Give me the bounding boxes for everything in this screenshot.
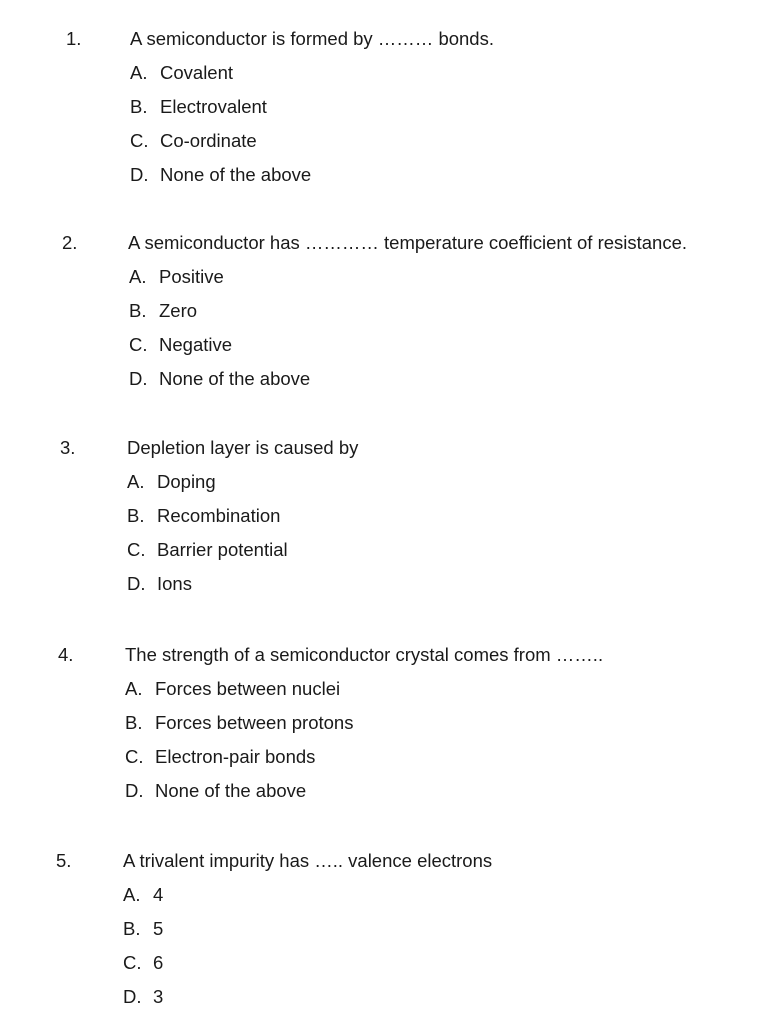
option-d: [127, 573, 192, 595]
option-letter: C.: [129, 334, 148, 355]
option-a: [130, 62, 233, 84]
option-d: [125, 780, 306, 802]
option-c: [129, 334, 232, 356]
option-letter: C.: [127, 539, 146, 560]
option-text: 5: [153, 918, 164, 939]
option-text: None of the above: [155, 780, 307, 801]
option-text: Positive: [159, 266, 224, 287]
question-number: 2.: [62, 232, 78, 253]
option-letter: C.: [125, 746, 144, 767]
option-letter: B.: [127, 505, 145, 526]
option-c: [125, 746, 315, 768]
option-letter: A.: [123, 884, 141, 905]
option-text: 4: [153, 884, 164, 905]
option-b: [125, 712, 353, 734]
option-text: Forces between protons: [155, 712, 354, 733]
option-b: [123, 918, 163, 940]
option-text: Co-ordinate: [160, 130, 257, 151]
option-a: [123, 884, 163, 906]
question-number: 5.: [56, 850, 72, 871]
option-text: Negative: [159, 334, 233, 355]
option-letter: A.: [127, 471, 145, 492]
question-number: 1.: [66, 28, 82, 49]
option-text: Covalent: [160, 62, 234, 83]
question-number: 3.: [60, 437, 76, 458]
option-b: [130, 96, 267, 118]
option-b: [129, 300, 197, 322]
option-letter: A.: [129, 266, 147, 287]
option-c: [123, 952, 163, 974]
option-text: Forces between nuclei: [155, 678, 341, 699]
option-text: Electrovalent: [160, 96, 267, 117]
option-text: Barrier potential: [157, 539, 288, 560]
option-letter: D.: [130, 164, 149, 185]
option-letter: D.: [127, 573, 146, 594]
option-letter: B.: [125, 712, 143, 733]
option-letter: B.: [123, 918, 141, 939]
question-text: The strength of a semiconductor crystal comes from ……..: [125, 644, 604, 665]
option-a: [127, 471, 216, 493]
option-text: None of the above: [159, 368, 311, 389]
option-d: [129, 368, 310, 390]
option-letter: A.: [130, 62, 148, 83]
option-text: Doping: [157, 471, 216, 492]
option-text: Zero: [159, 300, 198, 321]
option-a: [125, 678, 340, 700]
question-text: A semiconductor has ………… temperature coefficient of resistance.: [128, 232, 688, 253]
option-c: [127, 539, 288, 561]
option-c: [130, 130, 257, 152]
question-number: 4.: [58, 644, 74, 665]
option-a: [129, 266, 224, 288]
option-d: [123, 986, 163, 1008]
option-letter: D.: [129, 368, 148, 389]
option-text: Ions: [157, 573, 192, 594]
option-letter: C.: [130, 130, 149, 151]
question-text: A semiconductor is formed by ……… bonds.: [130, 28, 494, 49]
question-text: A trivalent impurity has ….. valence electrons: [123, 850, 493, 871]
option-letter: C.: [123, 952, 142, 973]
option-d: [130, 164, 311, 186]
option-b: [127, 505, 280, 527]
option-letter: D.: [123, 986, 142, 1007]
option-letter: A.: [125, 678, 143, 699]
question-text: Depletion layer is caused by: [127, 437, 359, 458]
option-text: Recombination: [157, 505, 281, 526]
option-letter: B.: [129, 300, 147, 321]
option-letter: D.: [125, 780, 144, 801]
option-letter: B.: [130, 96, 148, 117]
option-text: 6: [153, 952, 164, 973]
option-text: None of the above: [160, 164, 312, 185]
option-text: 3: [153, 986, 164, 1007]
option-text: Electron-pair bonds: [155, 746, 316, 767]
